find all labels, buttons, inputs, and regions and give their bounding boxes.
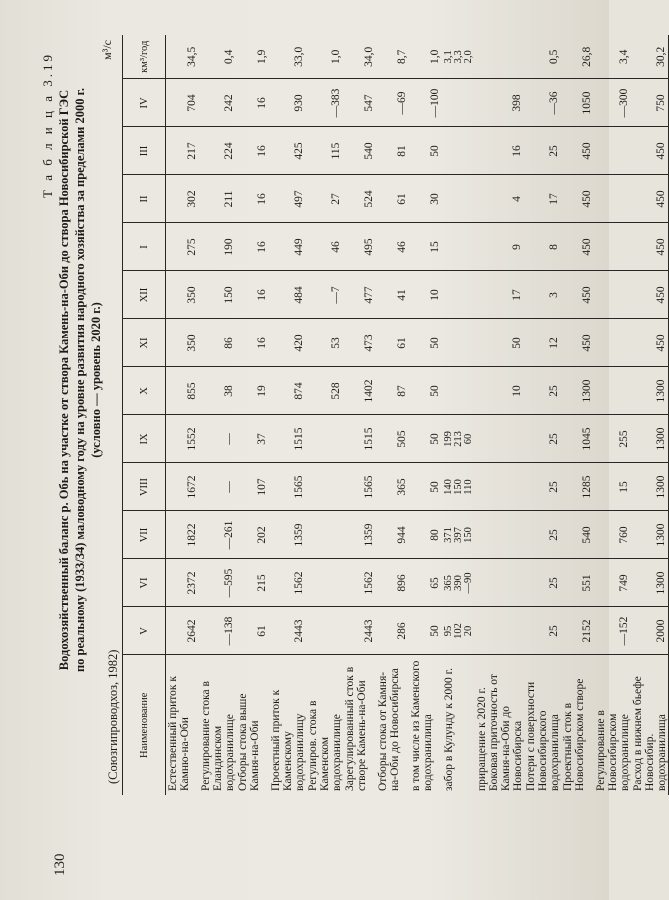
value-cell: 16 (475, 127, 524, 175)
value-cell: —383 (306, 79, 343, 127)
table-row (306, 35, 343, 795)
column-header: IV (123, 79, 166, 127)
table-row (561, 35, 594, 795)
value-cell: 944 (376, 511, 409, 559)
value-cell: 80 (409, 511, 442, 559)
value-cell: 528 (306, 367, 343, 415)
table-body (166, 35, 669, 795)
value-cell: 750 (631, 79, 669, 127)
value-cell: 215 (236, 559, 269, 607)
value-cell (442, 271, 475, 319)
value-cell: 855 (166, 367, 200, 415)
value-cell: —152 (594, 607, 631, 655)
value-cell: 484 (269, 271, 306, 319)
value-cell (475, 511, 524, 559)
value-cell: 3 (524, 271, 561, 319)
table-row (199, 35, 236, 795)
value-cell: 450 (631, 175, 669, 223)
column-header: II (123, 175, 166, 223)
value-cell: 242 (199, 79, 236, 127)
title-line: Водохозяйственный баланс р. Обь на участке от створа Камень-на-Оби до створа Новосибирской ГЭС (57, 89, 71, 671)
value-cell: 41 (376, 271, 409, 319)
title-line: (условно — уровень 2020 г.) (89, 302, 103, 458)
value-cell: 450 (561, 175, 594, 223)
value-cell: 25 (524, 559, 561, 607)
value-cell (306, 415, 343, 463)
value-cell: 95 102 20 (442, 607, 475, 655)
value-cell: 450 (631, 127, 669, 175)
value-cell: 12 (524, 319, 561, 367)
table-row (166, 35, 200, 795)
value-cell: 50 (409, 127, 442, 175)
value-cell: 1300 (631, 367, 669, 415)
value-cell: 46 (376, 223, 409, 271)
column-header: VI (123, 559, 166, 607)
value-cell: —595 (199, 559, 236, 607)
value-cell: 25 (524, 511, 561, 559)
value-cell: 19 (236, 367, 269, 415)
value-cell: 61 (376, 319, 409, 367)
value-cell: 10 (475, 367, 524, 415)
value-cell: 46 (306, 223, 343, 271)
value-cell: 286 (376, 607, 409, 655)
column-header: V (123, 607, 166, 655)
table-number: Т а б л и ц а 3.19 (40, 52, 55, 198)
value-cell: 199 213 60 (442, 415, 475, 463)
table-row (475, 35, 524, 795)
value-cell: 50 (475, 319, 524, 367)
value-cell: 497 (269, 175, 306, 223)
value-cell: 874 (269, 367, 306, 415)
value-cell (594, 175, 631, 223)
value-cell: —300 (594, 79, 631, 127)
value-cell: 1515 (269, 415, 306, 463)
page-number: 130 (52, 853, 68, 876)
table-row (594, 35, 631, 795)
value-cell (442, 367, 475, 415)
value-cell: 224 (199, 127, 236, 175)
value-cell: 540 (343, 127, 376, 175)
value-cell: 450 (631, 319, 669, 367)
value-cell: 275 (166, 223, 200, 271)
value-cell: 25 (524, 463, 561, 511)
value-cell (594, 367, 631, 415)
value-cell: 473 (343, 319, 376, 367)
value-cell: 551 (561, 559, 594, 607)
value-cell: 16 (236, 319, 269, 367)
row-name-cell: Регулирование стока в Еландинском водохранилище (200, 681, 236, 791)
value-cell: —261 (199, 511, 236, 559)
value-cell: 25 (524, 607, 561, 655)
source-note: (Союзгипроводхоз, 1982) (106, 649, 120, 784)
value-cell: 760 (594, 511, 631, 559)
value-cell: 9 (475, 223, 524, 271)
value-cell (306, 559, 343, 607)
row-name-cell: в том числе из Каменского водохранилища (410, 660, 434, 791)
value-cell: —138 (199, 607, 236, 655)
value-cell: 2000 (631, 607, 669, 655)
value-cell: 150 (199, 271, 236, 319)
value-cell: 1300 (631, 463, 669, 511)
table-row (409, 35, 442, 795)
value-cell: 365 (376, 463, 409, 511)
value-cell: 540 (561, 511, 594, 559)
row-name-cell: Естественный приток к Камню-на-Оби (167, 676, 191, 791)
value-cell (442, 175, 475, 223)
value-cell: 3,1 3,3 2,0 (442, 35, 475, 79)
value-cell: 1,0 (306, 35, 343, 79)
column-header: VIII (123, 463, 166, 511)
column-header: I (123, 223, 166, 271)
value-cell: 0,4 (199, 35, 236, 79)
row-name-cell: приращение к 2020 г. Боковая приточность от Камня-на-Оби до Новосибирска (476, 674, 524, 791)
value-cell: 50 (409, 463, 442, 511)
value-cell (594, 271, 631, 319)
value-cell: 34,0 (343, 35, 376, 79)
value-cell: 1552 (166, 415, 200, 463)
value-cell: 1515 (343, 415, 376, 463)
table-row (442, 35, 475, 795)
value-cell: 1285 (561, 463, 594, 511)
value-cell (475, 559, 524, 607)
value-cell: 65 (409, 559, 442, 607)
value-cell: —100 (409, 79, 442, 127)
value-cell: —36 (524, 79, 561, 127)
row-name-cell: Регулирование в Новосибирском водохранилище (595, 710, 631, 791)
value-cell: 524 (343, 175, 376, 223)
value-cell: 50 (409, 415, 442, 463)
value-cell (306, 463, 343, 511)
value-cell: 1359 (269, 511, 306, 559)
value-cell: 17 (524, 175, 561, 223)
value-cell: 450 (561, 127, 594, 175)
value-cell: 38 (199, 367, 236, 415)
value-cell: 86 (199, 319, 236, 367)
value-cell: 255 (594, 415, 631, 463)
value-cell (594, 223, 631, 271)
value-cell (442, 127, 475, 175)
value-cell: 17 (475, 271, 524, 319)
value-cell: 30 (409, 175, 442, 223)
table-row (269, 35, 306, 795)
value-cell: 450 (561, 223, 594, 271)
value-cell: 1300 (631, 511, 669, 559)
value-cell: 37 (236, 415, 269, 463)
value-cell: 1565 (269, 463, 306, 511)
value-cell: 50 (409, 367, 442, 415)
value-cell: 495 (343, 223, 376, 271)
value-cell: 1402 (343, 367, 376, 415)
value-cell: 1672 (166, 463, 200, 511)
value-cell: 87 (376, 367, 409, 415)
water-balance-table (122, 35, 669, 795)
row-name-cell: Проектный приток к Каменскому водохранилищу (270, 689, 306, 791)
row-name-cell: Отборы стока выше Камня-на-Оби (237, 693, 261, 791)
value-cell: 8 (524, 223, 561, 271)
column-header: XII (123, 271, 166, 319)
value-cell: 3,4 (594, 35, 631, 79)
value-cell (442, 319, 475, 367)
value-cell: 81 (376, 127, 409, 175)
value-cell: 1300 (561, 367, 594, 415)
column-header: км³/год (123, 35, 166, 79)
row-name-cell: забор в Кулунду к 2000 г. (443, 668, 455, 791)
value-cell (594, 127, 631, 175)
value-cell (475, 415, 524, 463)
value-cell: 0,5 (524, 35, 561, 79)
value-cell: 211 (199, 175, 236, 223)
column-header: XI (123, 319, 166, 367)
value-cell: 930 (269, 79, 306, 127)
value-cell: 4 (475, 175, 524, 223)
value-cell: 2372 (166, 559, 200, 607)
row-name-cell: Проектный сток в Новосибирском створе (562, 678, 586, 791)
value-cell: 1822 (166, 511, 200, 559)
row-name-cell: Потери с поверхности Новосибирского водохранилища (525, 681, 561, 791)
value-cell (306, 511, 343, 559)
table-row (343, 35, 376, 795)
value-cell: 25 (524, 127, 561, 175)
value-cell: 749 (594, 559, 631, 607)
value-cell: —7 (306, 271, 343, 319)
value-cell: 202 (236, 511, 269, 559)
value-cell: 1565 (343, 463, 376, 511)
unit-label: м³/с (100, 40, 114, 60)
value-cell: 15 (409, 223, 442, 271)
value-cell: 371 397 150 (442, 511, 475, 559)
value-cell: 1300 (631, 559, 669, 607)
value-cell: 30,2 (631, 35, 669, 79)
value-cell: 450 (631, 223, 669, 271)
value-cell: 2152 (561, 607, 594, 655)
value-cell: 50 (409, 319, 442, 367)
value-cell: 140 150 110 (442, 463, 475, 511)
value-cell: 420 (269, 319, 306, 367)
value-cell: 25 (524, 415, 561, 463)
value-cell: 15 (594, 463, 631, 511)
value-cell: 350 (166, 319, 200, 367)
value-cell: 896 (376, 559, 409, 607)
value-cell: 1359 (343, 511, 376, 559)
value-cell: 25 (524, 367, 561, 415)
value-cell: 61 (236, 607, 269, 655)
value-cell: 477 (343, 271, 376, 319)
value-cell: 34,5 (166, 35, 200, 79)
column-header: Наименование (123, 655, 166, 795)
value-cell: 425 (269, 127, 306, 175)
value-cell: 704 (166, 79, 200, 127)
value-cell: 1,9 (236, 35, 269, 79)
column-header: III (123, 127, 166, 175)
table-title (56, 60, 104, 700)
table-row (236, 35, 269, 795)
value-cell: 450 (561, 319, 594, 367)
value-cell: 505 (376, 415, 409, 463)
table-row (376, 35, 409, 795)
value-cell: 2443 (343, 607, 376, 655)
value-cell: 1562 (269, 559, 306, 607)
value-cell: 1050 (561, 79, 594, 127)
column-header: VII (123, 511, 166, 559)
value-cell: 190 (199, 223, 236, 271)
value-cell: 50 (409, 607, 442, 655)
value-cell (475, 35, 524, 79)
value-cell: 26,8 (561, 35, 594, 79)
row-name-cell: Отборы стока от Камня-на-Оби до Новосибирска (377, 668, 401, 791)
value-cell: 1045 (561, 415, 594, 463)
value-cell: 1562 (343, 559, 376, 607)
value-cell: 398 (475, 79, 524, 127)
value-cell: 8,7 (376, 35, 409, 79)
table-row (524, 35, 561, 795)
value-cell (475, 463, 524, 511)
value-cell: 350 (166, 271, 200, 319)
value-cell: —69 (376, 79, 409, 127)
column-header: X (123, 367, 166, 415)
value-cell: 27 (306, 175, 343, 223)
row-name-cell: Регулиров. стока в Каменском водохранилище (307, 700, 343, 791)
value-cell: 450 (631, 271, 669, 319)
value-cell: 16 (236, 79, 269, 127)
value-cell: 115 (306, 127, 343, 175)
value-cell: 547 (343, 79, 376, 127)
value-cell (442, 79, 475, 127)
value-cell (306, 607, 343, 655)
value-cell (475, 607, 524, 655)
value-cell: 10 (409, 271, 442, 319)
value-cell: 302 (166, 175, 200, 223)
row-name-cell: Расход в нижнем бьефе Новосибир. водохранилища (631, 655, 669, 795)
value-cell: 2443 (269, 607, 306, 655)
table-row (631, 35, 669, 795)
value-cell: 33,0 (269, 35, 306, 79)
title-line: по реальному (1933/34) маловодному году на уровне развития народного хозяйства за пределами 2000 г. (73, 87, 87, 673)
value-cell: 1,0 (409, 35, 442, 79)
value-cell: 61 (376, 175, 409, 223)
value-cell (594, 319, 631, 367)
value-cell: 53 (306, 319, 343, 367)
value-cell: 16 (236, 271, 269, 319)
value-cell: 16 (236, 223, 269, 271)
value-cell: 16 (236, 127, 269, 175)
value-cell: 450 (561, 271, 594, 319)
value-cell: 217 (166, 127, 200, 175)
table-header-row (123, 35, 166, 795)
row-name-cell: Зарегулированный сток в створе Камень-на-Оби (344, 666, 368, 791)
value-cell: 16 (236, 175, 269, 223)
value-cell (442, 223, 475, 271)
value-cell: 2642 (166, 607, 200, 655)
value-cell: 365 390 —90 (442, 559, 475, 607)
column-header: IX (123, 415, 166, 463)
value-cell: 1300 (631, 415, 669, 463)
value-cell: — (199, 463, 236, 511)
value-cell: 107 (236, 463, 269, 511)
value-cell: — (199, 415, 236, 463)
value-cell: 449 (269, 223, 306, 271)
